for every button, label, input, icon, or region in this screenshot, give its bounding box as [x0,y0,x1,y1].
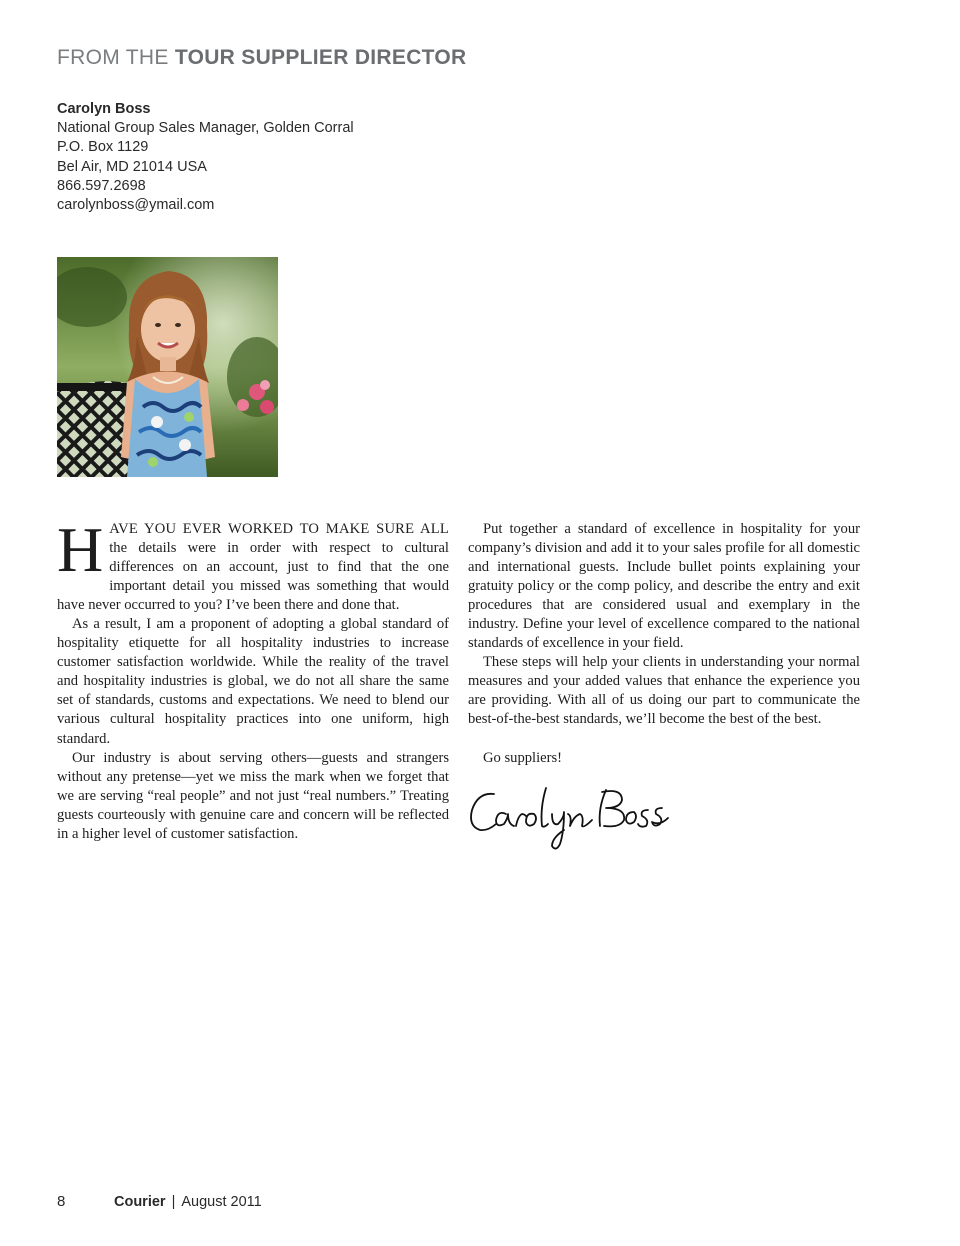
contact-block [57,100,354,215]
section-header [57,46,467,70]
footer-separator: | [171,1194,176,1210]
drop-cap: H [57,514,104,585]
header-prefix: FROM THE [57,46,169,69]
sign-off: Go suppliers! [483,749,563,766]
article-paragraph-3: Our industry is about serving others—guests and strangers without any pretense—yet we miss the mark when we forget that we are serving “real people” and not just “real numbers.” Treating guests courteously with genuine care and concern will be reflected in a higher level of customer satisfaction. [57,749,449,842]
issue-date: August 2011 [181,1194,262,1210]
article-column-right [468,520,860,768]
article-paragraph-4: Put together a standard of excellence in hospitality for your company’s division and add it to your sales profile for all domestic and international guests. Include bullet points explaining your gratuity policy or the comp policy, and describe the entry and exit procedures that are considered usual and exemplary in the industry. Define your level of excellence compared to the national standards of excellence in your field. [468,521,860,652]
article-paragraph-2: As a result, I am a proponent of adopting a global standard of hospitality etiquette for all hospitality industries to increase customer satisfaction worldwide. While the reality of the travel and hospitality industries is global, we do not all share the same set of standards, customs and expectations. We need to blend our various cultural hospitality practices into one uniform, high standard. [57,616,449,747]
contact-address-line-1: P.O. Box 1129 [57,139,149,156]
portrait-photo-illustration [57,257,278,477]
portrait-photo [57,257,278,477]
contact-address-line-2: Bel Air, MD 21014 USA [57,158,207,175]
publication-footer [114,1194,262,1210]
handwritten-signature [466,780,671,852]
magazine-name: Courier [114,1194,166,1210]
article-paragraph-1 [57,514,449,615]
article-paragraph-5: These steps will help your clients in understanding your normal measures and your added values that enhance the experience you are providing. With all of us doing our part to communicate the best-of-the-best standards, we’ll become the best of the best. [468,654,860,728]
contact-email: carolynboss@ymail.com [57,197,215,214]
lead-in: AVE YOU EVER WORKED TO MAKE SURE ALL [109,521,449,537]
contact-phone: 866.597.2698 [57,177,146,194]
contact-name: Carolyn Boss [57,101,151,117]
contact-title: National Group Sales Manager, Golden Corral [57,120,354,137]
article-column-left [57,514,449,844]
page-number: 8 [57,1193,66,1210]
header-title: TOUR SUPPLIER DIRECTOR [174,46,467,69]
paragraph-1-text: the details were in order with respect to cultural differences on an account, just to find that the one important detail you missed was something that would have never occurred to you? I’ve been there and done that. [57,540,449,614]
